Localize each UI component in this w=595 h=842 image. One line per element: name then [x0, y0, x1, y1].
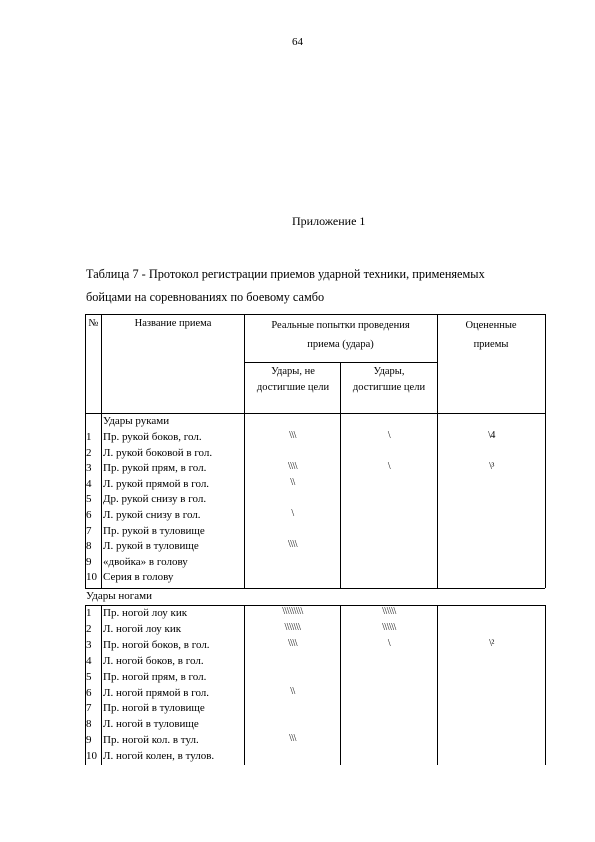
table-caption — [86, 263, 541, 309]
rated-tally: \4 — [488, 430, 495, 441]
not-reaching-tally: \\\\ — [287, 461, 298, 473]
technique-name: Л. ногой в туловище — [103, 718, 199, 731]
not-reaching-tally: \\ — [290, 685, 295, 697]
row-number: 1 — [86, 431, 92, 443]
row-number: 10 — [86, 750, 97, 763]
row-number: 5 — [86, 493, 92, 506]
not-reaching-tally: \\\\ — [287, 539, 298, 551]
appendix-title: Приложение 1 — [292, 214, 366, 228]
technique-name: Пр. ногой прям, в гол. — [103, 670, 207, 683]
caption-line-2: бойцами на соревнованиях по боевому самбо — [86, 290, 325, 304]
technique-name: Др. рукой снизу в гол. — [103, 493, 207, 506]
not-reaching-tally: \\\\\\\\\ — [282, 606, 303, 617]
reaching-tally: \ — [387, 430, 391, 441]
legs-section-title: Удары ногами — [86, 590, 152, 602]
row-number: 4 — [86, 654, 92, 667]
header-not-reaching: Удары, не достигшие цели — [256, 366, 330, 393]
row-number: 5 — [86, 670, 92, 683]
technique-name: Пр. ногой боков, в гол. — [103, 638, 210, 651]
technique-name: Пр. рукой в туловище — [103, 524, 205, 537]
technique-name: Л. ногой лоу кик — [103, 622, 182, 635]
reaching-tally: \ — [387, 461, 391, 473]
technique-name: Л. рукой прямой в гол. — [103, 477, 210, 490]
not-reaching-tally: \\ — [290, 476, 295, 488]
rated-tally: \² — [489, 637, 494, 649]
page-number: 64 — [292, 36, 303, 48]
row-number: 8 — [86, 540, 92, 553]
technique-name: Л. ногой прямой в гол. — [103, 686, 210, 699]
row-number: 10 — [86, 571, 97, 584]
technique-name: Л. ногой колен, в тулов. — [103, 750, 215, 763]
not-reaching-tally: \\\\\\\ — [284, 621, 301, 633]
technique-name: «двойка» в голову — [103, 555, 188, 568]
technique-name: Пр. ногой лоу кик — [103, 607, 188, 619]
technique-name: Серия в голову — [103, 571, 174, 584]
row-number: 9 — [86, 734, 92, 747]
row-number: 9 — [86, 555, 92, 568]
technique-name: Л. ногой боков, в гол. — [103, 654, 204, 667]
header-rated: Оцененные приемы — [465, 320, 517, 350]
technique-name: Л. рукой снизу в гол. — [103, 509, 201, 521]
row-number: 1 — [86, 607, 92, 619]
caption-line-1: Таблица 7 - Протокол регистрации приемов ударной техники, применяемых — [86, 267, 485, 281]
row-number: 3 — [86, 638, 92, 651]
technique-name: Пр. ногой в туловище — [103, 702, 205, 715]
row-number: 6 — [86, 686, 92, 699]
header-name: Название приема — [134, 318, 212, 329]
header-num: № — [88, 318, 99, 329]
technique-name: Пр. рукой прям, в гол. — [103, 462, 207, 475]
hands-section-title: Удары руками — [103, 415, 170, 427]
rated-tally: \³ — [489, 461, 494, 473]
header-attempts: Реальные попытки проведения приема (удара) — [271, 320, 410, 350]
not-reaching-tally: \ — [291, 508, 294, 519]
reaching-tally: \ — [387, 637, 391, 649]
not-reaching-tally: \\\\ — [287, 637, 298, 649]
row-number: 4 — [86, 477, 92, 490]
technique-name: Л. рукой боковой в гол. — [103, 446, 213, 459]
technique-name: Пр. рукой боков, гол. — [103, 431, 202, 443]
reaching-tally: \\\\\\ — [382, 606, 396, 617]
row-number: 2 — [86, 622, 92, 635]
technique-name: Л. рукой в туловище — [103, 540, 199, 553]
not-reaching-tally: \\\ — [289, 733, 296, 745]
not-reaching-tally: \\\ — [289, 430, 296, 441]
row-number: 2 — [86, 446, 92, 459]
technique-name: Пр. ногой кол. в тул. — [103, 734, 199, 747]
row-number: 3 — [86, 462, 92, 475]
reaching-tally: \\\\\\ — [382, 621, 396, 633]
row-number: 8 — [86, 718, 92, 731]
row-number: 7 — [86, 702, 92, 715]
row-number: 7 — [86, 524, 92, 537]
header-reaching: Удары, достигшие цели — [352, 366, 426, 393]
row-number: 6 — [86, 509, 92, 521]
